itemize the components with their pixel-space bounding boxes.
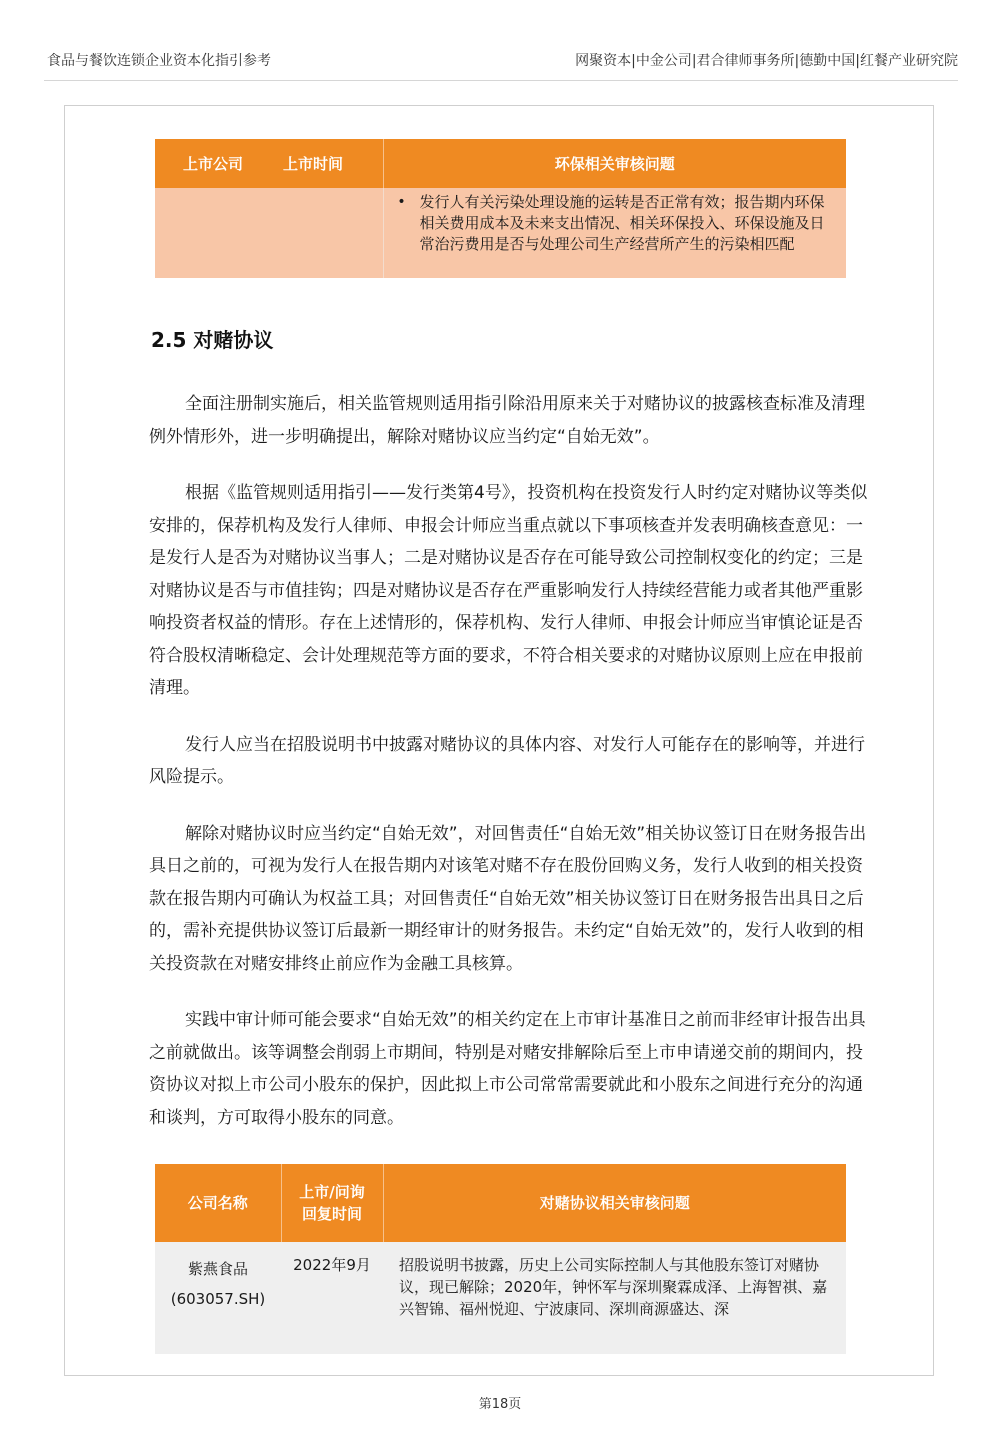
paragraph-1: 全面注册制实施后，相关监管规则适用指引除沿用原来关于对赌协议的披露核查标准及清理例外情形外，进一步明确提出，解除对赌协议应当约定“自始无效”。 [149,394,865,447]
bullet-marker: • [397,194,406,210]
table-header-row [155,139,846,188]
page-number: 第18页 [478,1397,522,1412]
section-title: 2.5 对赌协议 [151,328,274,352]
table-row [155,1242,846,1354]
company-code: (603057.SH) [170,1290,266,1308]
header-divider [44,80,958,81]
paragraph-4: 解除对赌协议时应当约定“自始无效”，对回售责任“自始无效”相关协议签订日在财务报告出具日之前的，可视为发行人在报告期内对该笔对赌不存在股份回购义务，发行人收到的相关投资款在报告期内可确认为权益工具；对回售责任“自始无效”相关协议签订日在财务报告出具日之后的，需补充提供协议签订后最新一期经审计的财务报告。未约定“自始无效”的，发行人收到的相关投资款在对赌安排终止前应作为金融工具核算。 [149,823,867,974]
header-right-sources: 网聚资本|中金公司|君合律师事务所|德勤中国|红餐产业研究院 [575,53,958,69]
cell-issue: 招股说明书披露，历史上公司实际控制人与其他股东签订对赌协议，现已解除；2020年，钟怀军与深圳聚霖成泽、上海智祺、嘉兴智锦、福州悦迎、宁波康同、深圳商源盛达、深 [383,1242,846,1354]
section-body [149,388,879,1158]
table-row [155,188,846,278]
col-header-listing-inquiry-time [281,1164,383,1242]
company-name: 紫燕食品 [187,1260,248,1278]
environmental-review-table [155,139,846,278]
list-item [384,192,837,255]
cell-company [155,188,269,278]
cell-company [155,1242,281,1354]
content-frame [64,105,934,1376]
header-left-title: 食品与餐饮连锁企业资本化指引参考 [47,53,271,69]
table-header-row [155,1164,846,1242]
paragraph-2: 根据《监管规则适用指引——发行类第4号》，投资机构在投资发行人时约定对赌协议等类似安排的，保荐机构及发行人律师、申报会计师应当重点就以下事项核查并发表明确核查意见：一是发行人是否为对赌协议当事人；二是对赌协议是否存在可能导致公司控制权变化的约定；三是对赌协议是否与市值挂钩；四是对赌协议是否存在严重影响发行人持续经营能力或者其他严重影响投资者权益的情形。存在上述情形的，保荐机构、发行人律师、申报会计师应当审慎论证是否符合股权清晰稳定、会计处理规范等方面的要求，不符合相关要求的对赌协议原则上应在申报前清理。 [149,483,868,698]
col-header-listed-company: 上市公司 [155,139,269,188]
col-header-env-review-issues: 环保相关审核问题 [383,139,846,188]
cell-time [269,188,383,278]
cell-issue [383,188,846,278]
issue-text: 发行人有关污染处理设施的运转是否正常有效；报告期内环保相关费用成本及未来支出情况、相关环保投入、环保设施及日常治污费用是否与处理公司生产经营所产生的污染相匹配 [419,193,825,253]
vam-review-table [155,1164,846,1354]
col-header-company-name: 公司名称 [155,1164,281,1242]
paragraph-5: 实践中审计师可能会要求“自始无效”的相关约定在上市审计基准日之前而非经审计报告出具之前就做出。该等调整会削弱上市期间，特别是对赌安排解除后至上市申请递交前的期间内，投资协议对拟上市公司小股东的保护，因此拟上市公司常常需要就此和小股东之间进行充分的沟通和谈判，方可取得小股东的同意。 [149,1010,866,1128]
paragraph-3: 发行人应当在招股说明书中披露对赌协议的具体内容、对发行人可能存在的影响等，并进行风险提示。 [149,734,865,787]
col-header-listing-time: 上市时间 [269,139,383,188]
col-header-listing-inquiry-time-text: 上市/问询回复时间 [299,1183,365,1223]
cell-time: 2022年9月 [281,1242,383,1354]
col-header-vam-review-issues: 对赌协议相关审核问题 [383,1164,846,1242]
